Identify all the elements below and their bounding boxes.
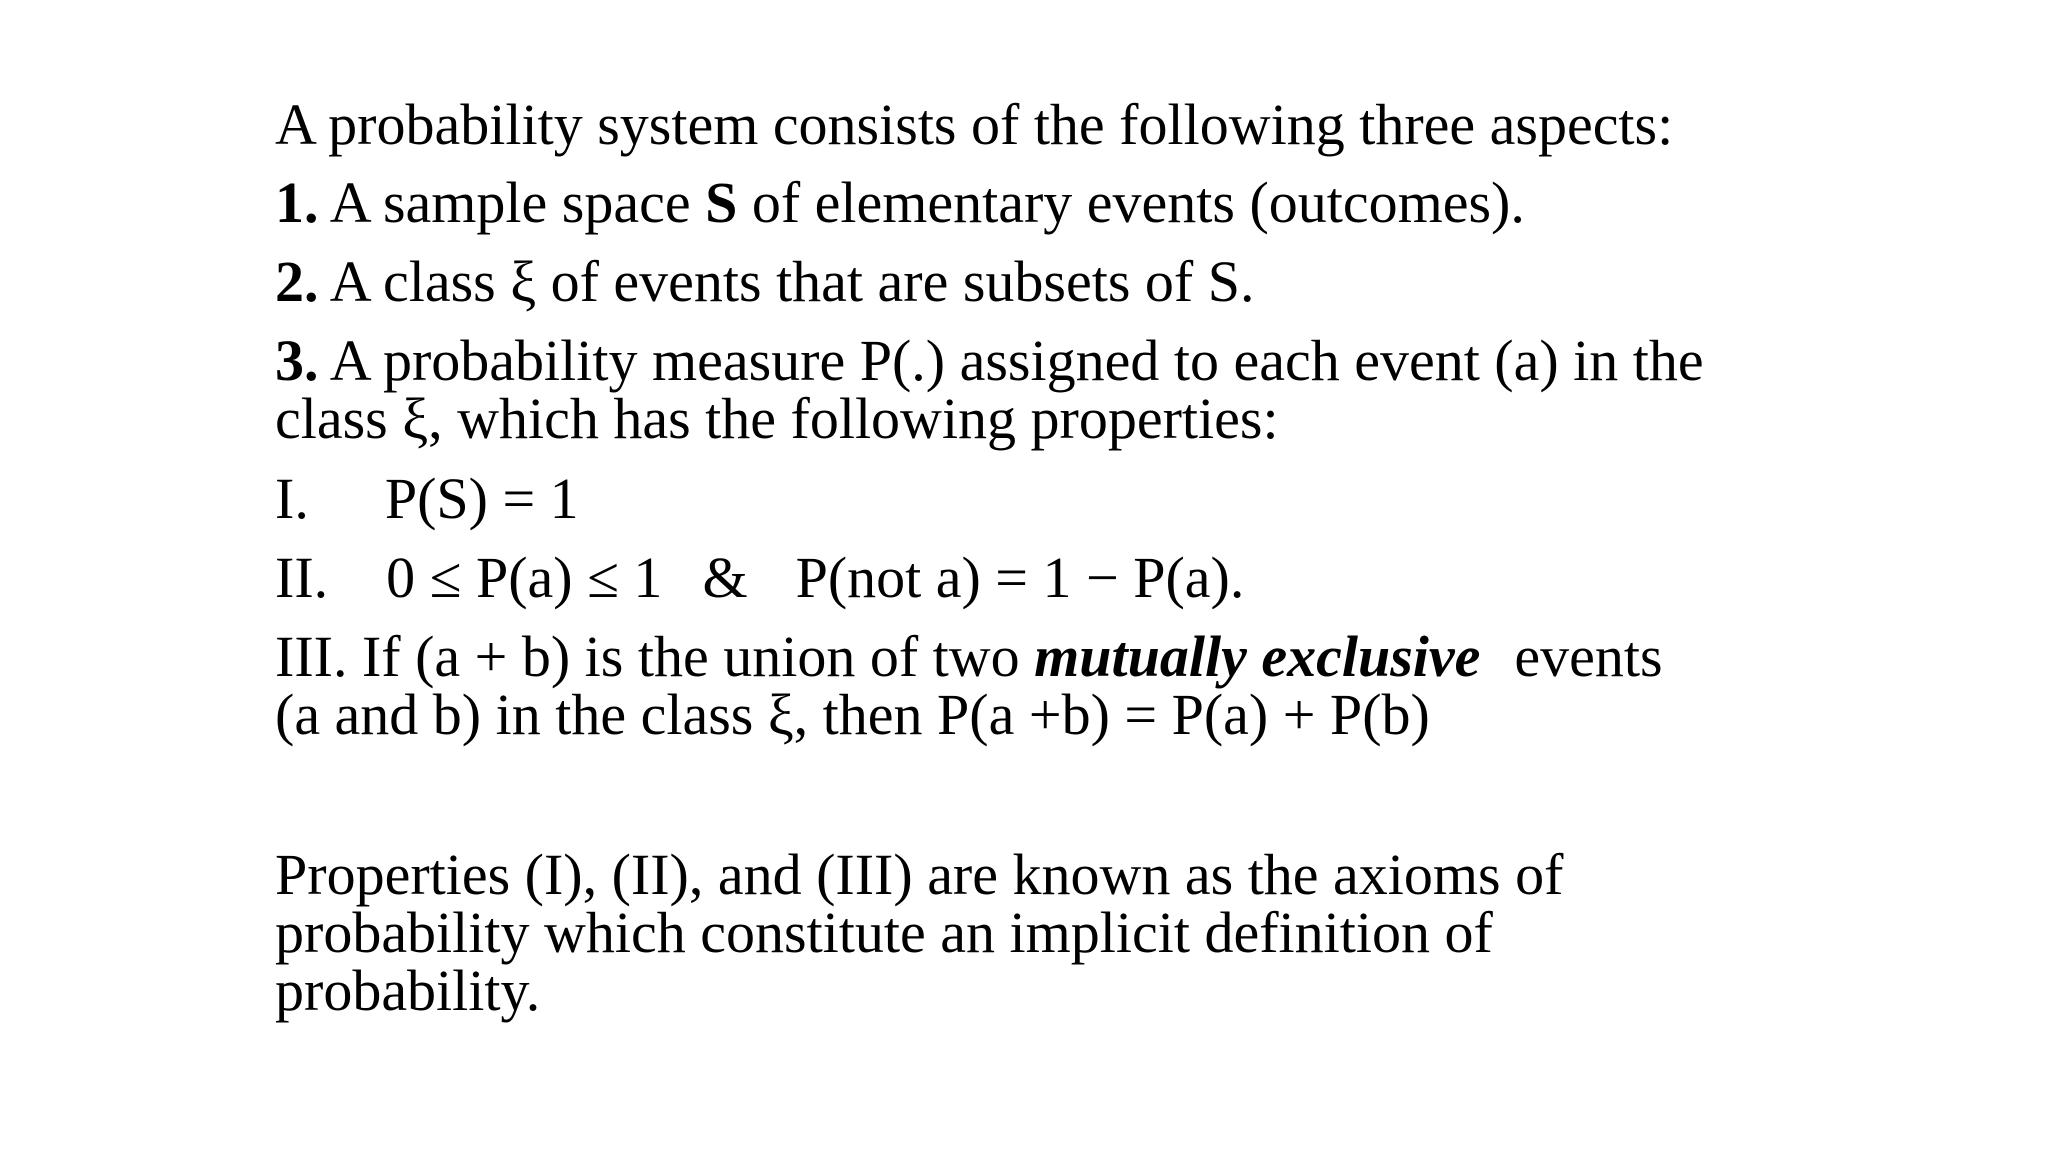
sample-space-symbol: S [705, 170, 738, 235]
property-3 [275, 624, 1663, 689]
conclusion-line-2: probability which constitute an implicit definition of [275, 900, 1493, 965]
property-2-formula-b: P(not a) = 1 − P(a). [795, 545, 1245, 610]
property-1-label: I. [275, 466, 309, 531]
aspect-3-text: A probability measure P(.) assigned to each event (a) in the [318, 328, 1704, 393]
aspect-1-text: A sample space [318, 170, 706, 235]
property-3-text-before: If (a + b) is the union of two [361, 624, 1020, 689]
aspect-3 [275, 328, 1704, 393]
property-2 [275, 545, 1245, 610]
property-1 [275, 466, 579, 531]
property-3-text-after: events [1514, 624, 1663, 689]
conclusion-line-3: probability. [275, 958, 541, 1023]
property-3-continuation: (a and b) in the class ξ, then P(a +b) = P(a) + P(b) [275, 682, 1430, 747]
aspect-2-text: A class ξ of events that are subsets of S. [318, 249, 1255, 314]
intro-line: A probability system consists of the following three aspects: [275, 92, 1674, 157]
property-2-formula-a: 0 ≤ P(a) ≤ 1 [386, 545, 663, 610]
aspect-3-number: 3. [275, 328, 319, 393]
aspect-1-number: 1. [275, 170, 319, 235]
aspect-1 [275, 170, 1525, 235]
aspect-1-text-after: of elementary events (outcomes). [737, 170, 1525, 235]
property-3-label: III. [275, 624, 348, 689]
property-1-formula: P(S) = 1 [384, 466, 579, 531]
aspect-2-number: 2. [275, 249, 319, 314]
conclusion-line-1: Properties (I), (II), and (III) are known as the axioms of [275, 842, 1564, 907]
aspect-3-continuation: class ξ, which has the following properties: [275, 386, 1279, 451]
aspect-2 [275, 249, 1255, 314]
mutually-exclusive-emphasis: mutually exclusive [1034, 624, 1481, 689]
property-2-ampersand: & [702, 545, 748, 610]
property-2-label: II. [275, 545, 329, 610]
